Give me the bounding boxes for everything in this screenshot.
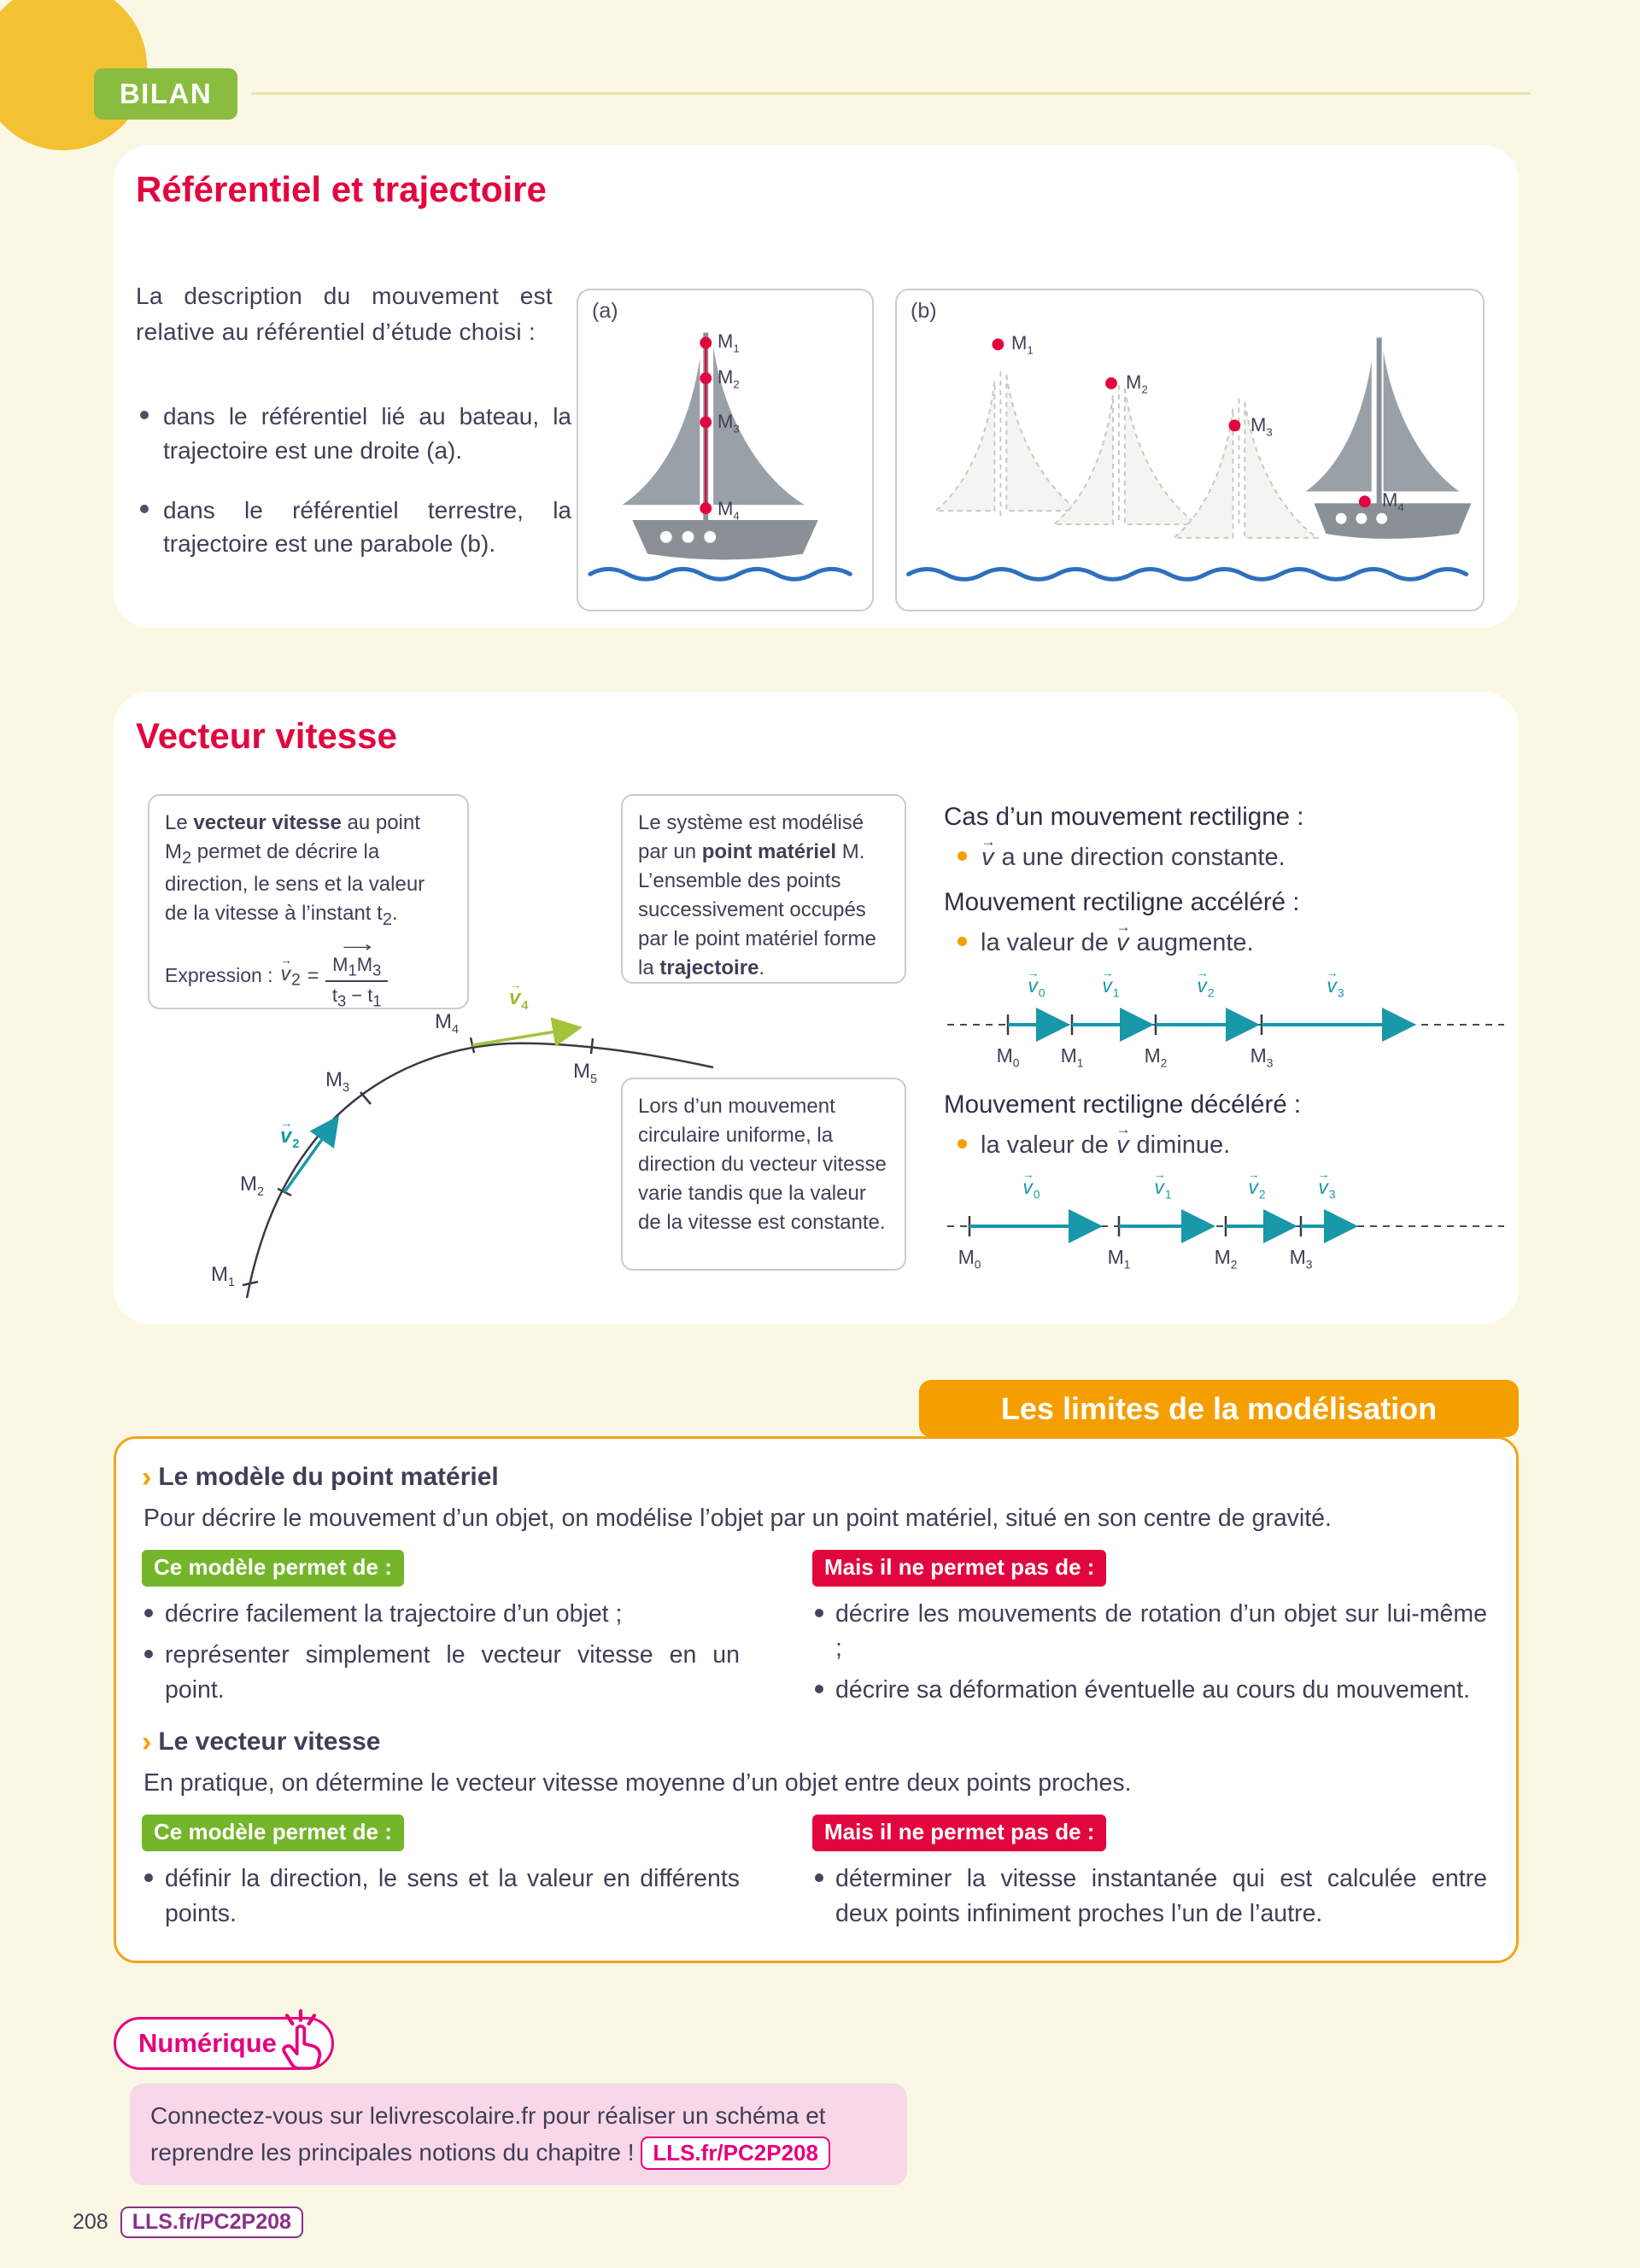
curve-point-m1: $M_1$ — [211, 1263, 236, 1289]
cons-list — [812, 1597, 1487, 1707]
point-label-m1: $M_1$ — [1060, 1043, 1084, 1070]
expression-lhs: $v \to_2$ — [280, 960, 301, 992]
numerique-box — [130, 2084, 907, 2185]
curve-vector-v2-label: $v \to_2$ — [279, 1125, 299, 1152]
pros-item: définir la direction, le sens et la valeur en différents points. — [142, 1862, 740, 1931]
accelerated-motion-diagram — [944, 974, 1508, 1075]
pros-item: décrire facilement la trajectoire d’un objet ; — [142, 1597, 740, 1631]
rectiligne-column — [944, 803, 1533, 1292]
limits-intro-2: En pratique, on détermine le vecteur vitesse moyenne d’un objet entre deux points proches. — [144, 1769, 1132, 1797]
limits-banner-label: Les limites de la modélisation — [1000, 1390, 1438, 1426]
sailboat-parabola-trajectory-illustration — [897, 290, 1483, 610]
curve-point-m5: $M_5$ — [573, 1060, 598, 1086]
limits-heading-point-materiel: › Le modèle du point matériel — [142, 1463, 1487, 1492]
point-label-m3: $M_3$ — [1250, 414, 1273, 439]
cons-column — [812, 1815, 1487, 1938]
curve-point-m2: $M_2$ — [240, 1172, 265, 1199]
point-label-m2: $M_2$ — [1144, 1043, 1168, 1070]
page-number: 208 — [73, 2210, 108, 2234]
rectiligne-accel-title: Mouvement rectiligne accéléré : — [944, 888, 1300, 917]
vector-label-v3: $v \to_3$ — [1317, 1176, 1335, 1201]
cons-list — [812, 1862, 1487, 1931]
figure-b — [895, 289, 1485, 611]
pros-item: représenter simplement le vecteur vitesse en un point. — [142, 1638, 740, 1707]
referentiel-bullet-earth: dans le référentiel terrestre, la trajectoire est une parabole (b). — [138, 494, 571, 562]
referentiel-intro: La description du mouvement est relative au référentiel d’étude choisi : — [136, 283, 553, 345]
footer-link-pill[interactable]: LLS.fr/PC2P208 — [120, 2207, 303, 2238]
cons-column — [812, 1550, 1487, 1714]
bilan-badge — [94, 68, 237, 120]
callout-vector-text: Le vecteur vitesse au point $M_2$ permet de décrire la direction, le sens et la valeur de la vitesse à l’instant $t_2$. — [165, 811, 425, 930]
vector-label-v0: $v \to_0$ — [1027, 974, 1045, 1000]
cons-badge: Mais il ne permet pas de : — [812, 1815, 1106, 1851]
limits-heading-vecteur-vitesse: › Le vecteur vitesse — [142, 1727, 1487, 1757]
chevron-icon — [142, 1726, 151, 1758]
point-label-m3: $M_3$ — [1289, 1245, 1313, 1271]
rectiligne-decel-title: Mouvement rectiligne décéléré : — [944, 1090, 1302, 1119]
point-label-m0: $M_0$ — [958, 1245, 981, 1271]
rectiligne-case-bullet: v → a une direction constante. — [958, 842, 1533, 873]
point-label-m2: $M_2$ — [1126, 371, 1148, 396]
point-label-m3: $M_3$ — [718, 411, 740, 435]
vector-label-v1: $v \to_1$ — [1101, 974, 1119, 1000]
vector-label-v0: $v \to_0$ — [1022, 1176, 1040, 1201]
point-label-m1: $M_1$ — [1011, 332, 1034, 357]
equals-sign: = — [307, 964, 319, 987]
pros-column — [142, 1815, 740, 1938]
fraction-denominator: $t_3 - t_1$ — [331, 985, 382, 1010]
vector-label-v2: $v \to_2$ — [1247, 1176, 1265, 1201]
callout-point-materiel — [621, 794, 906, 984]
bilan-label: BILAN — [119, 78, 213, 109]
trajectory-curve — [190, 963, 737, 1315]
expression-label: Expression : — [165, 964, 273, 987]
rectiligne-decel-bullet: la valeur de v → diminue. — [958, 1130, 1533, 1160]
limits-columns-2 — [142, 1815, 1487, 1938]
numerique-badge — [114, 2017, 334, 2070]
cons-item: décrire les mouvements de rotation d’un objet sur lui-même ; — [812, 1597, 1487, 1666]
section-referentiel — [114, 145, 1519, 628]
point-label-m4: $M_4$ — [718, 498, 740, 523]
section-vecteur-vitesse — [114, 692, 1519, 1324]
pros-list — [142, 1862, 740, 1931]
callout-circular-text: Lors d’un mouvement circulaire uniforme, la direction du vecteur vitesse varie tandis que la valeur de la vitesse est constante. — [638, 1095, 887, 1235]
point-label-m1: $M_1$ — [1107, 1245, 1131, 1271]
referentiel-bullets — [138, 400, 571, 587]
figure-b-tag: (b) — [911, 299, 937, 323]
cons-item: décrire sa déformation éventuelle au cours du mouvement. — [812, 1673, 1487, 1707]
vector-label-v1: $v \to_1$ — [1153, 1176, 1171, 1201]
rectiligne-accel-bullet: la valeur de v → augmente. — [958, 927, 1533, 958]
curve-point-m4: $M_4$ — [435, 1010, 460, 1037]
vector-label-v2: $v \to_2$ — [1196, 974, 1214, 1000]
top-divider — [251, 92, 1531, 95]
point-label-m1: $M_1$ — [718, 330, 740, 355]
limits-intro-1: Pour décrire le mouvement d’un objet, on modélise l’objet par un point matériel, situé en son centre de gravité. — [144, 1505, 1332, 1532]
numerique-text: Connectez-vous sur lelivrescolaire.fr pour réaliser un schéma et reprendre les principales notions du chapitre ! — [150, 2102, 826, 2166]
curve-point-m3: $M_3$ — [325, 1068, 350, 1095]
limits-section — [114, 1436, 1519, 1963]
limits-banner — [919, 1380, 1519, 1437]
pros-list — [142, 1597, 740, 1707]
callout-point-text: Le système est modélisé par un point matériel M. L’ensemble des points successivement occupés par le point matériel forme la trajectoire. — [638, 811, 876, 980]
referentiel-bullet-boat: dans le référentiel lié au bateau, la trajectoire est une droite (a). — [138, 400, 571, 468]
figure-a-tag: (a) — [592, 299, 618, 323]
page-footer — [73, 2207, 303, 2238]
numerique-link-pill[interactable]: LLS.fr/PC2P208 — [641, 2136, 830, 2170]
limits-columns-1 — [142, 1550, 1487, 1714]
rectiligne-case-title: Cas d’un mouvement rectiligne : — [944, 803, 1304, 831]
decelerated-motion-diagram — [944, 1176, 1508, 1277]
vitesse-title: Vecteur vitesse — [136, 716, 397, 756]
figure-a — [577, 289, 874, 611]
pros-badge: Ce modèle permet de : — [142, 1550, 404, 1587]
pros-column — [142, 1550, 740, 1714]
point-label-m3: $M_3$ — [1250, 1043, 1274, 1070]
point-label-m4: $M_4$ — [1382, 489, 1404, 514]
cons-badge: Mais il ne permet pas de : — [812, 1550, 1106, 1587]
curve-vector-v4-label: $v \to_4$ — [508, 987, 528, 1014]
click-hand-icon — [273, 2008, 328, 2069]
cons-item: déterminer la vitesse instantanée qui est calculée entre deux points infiniment proches l’un de l’autre. — [812, 1862, 1487, 1931]
point-label-m2: $M_2$ — [718, 366, 740, 391]
pros-badge: Ce modèle permet de : — [142, 1815, 404, 1851]
fraction-numerator: ⟶ $M_1M_3$ — [325, 943, 388, 983]
trajectory-diagram — [190, 963, 737, 1315]
vector-label-v3: $v \to_3$ — [1326, 974, 1344, 1000]
point-label-m0: $M_0$ — [996, 1043, 1020, 1070]
chevron-icon — [142, 1461, 151, 1493]
point-label-m2: $M_2$ — [1214, 1245, 1238, 1271]
numerique-badge-label: Numérique — [138, 2028, 277, 2058]
referentiel-title: Référentiel et trajectoire — [136, 169, 547, 209]
